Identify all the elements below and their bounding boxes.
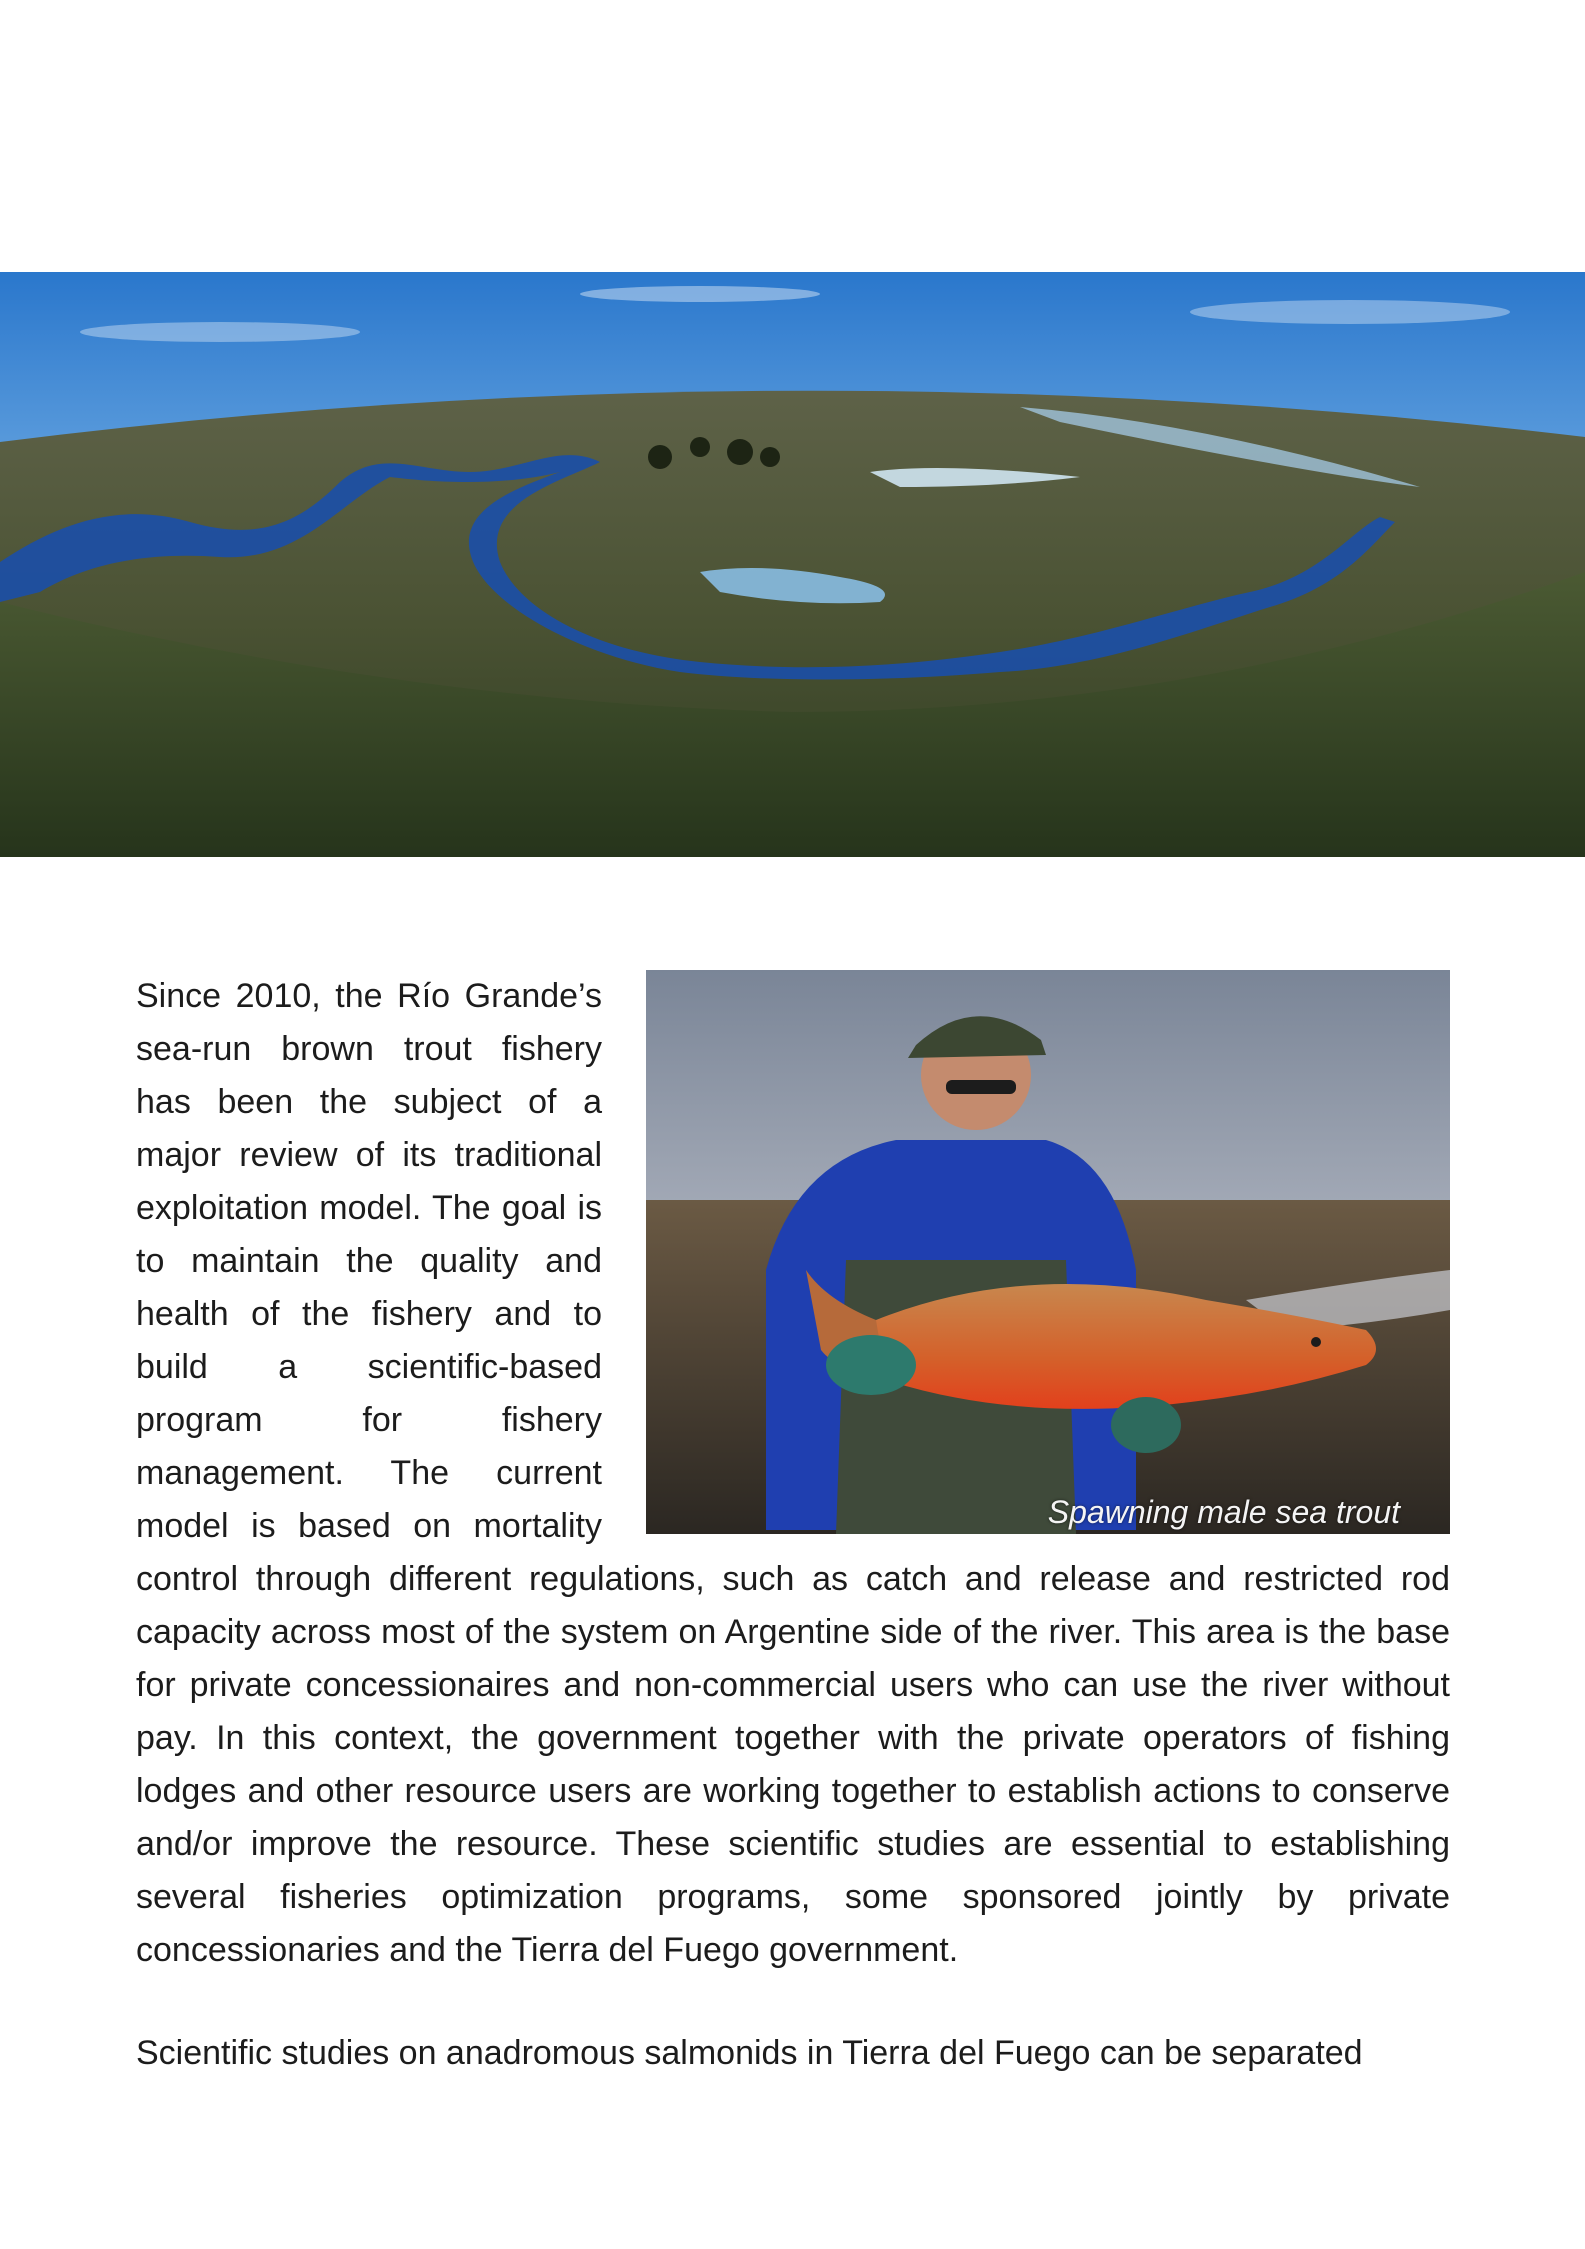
photo-caption: Spawning male sea trout bbox=[1047, 1494, 1400, 1530]
landscape-banner-image bbox=[0, 272, 1585, 857]
body-paragraph-1 bbox=[136, 970, 1450, 1977]
body-paragraph-2: Scientific studies on anadromous salmonids in Tierra del Fuego can be separated bbox=[136, 2034, 1363, 2072]
fisherman-trout-photo bbox=[646, 970, 1450, 1534]
landscape-illustration bbox=[0, 272, 1585, 857]
paragraph-1-text: Since 2010, the Río Grande’s sea-run brown trout fishery has been the subject of a major review of its traditional exploitation model. The goal is to maintain the quality and health of the fishery and to build a scientific-based program for fishery management. The current model is based on mortality control through different regulations, such as catch and release and restricted rod capacity across most of the system on Argentine side of the river. This area is the base for private concessionaires and non-commercial users who can use the river without pay. In this context, the government together with the private operators of fishing lodges and other resource users are working together to establish actions to conserve and/or improve the resource. These scientific studies are essential to establishing several fisheries optimization programs, some sponsored jointly by private concessionaries and the Tierra del Fuego government. bbox=[136, 977, 1450, 1969]
fisherman-illustration bbox=[646, 970, 1450, 1534]
